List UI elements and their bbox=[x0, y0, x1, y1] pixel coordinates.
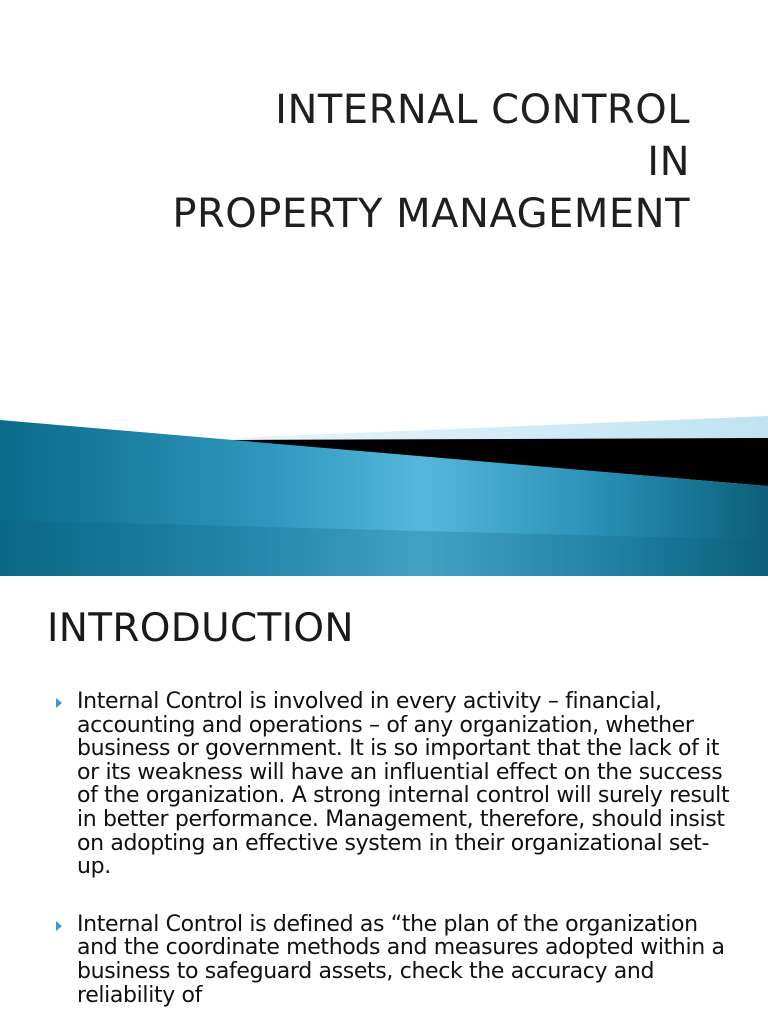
bullet-text: Internal Control is defined as “the plan of the organization and the coordinate methods and measures adopted within a business to safeguard assets, check the accuracy and reliability of bbox=[77, 911, 725, 1008]
title-line-2: IN bbox=[647, 139, 690, 185]
title-line-1: INTERNAL CONTROL bbox=[275, 87, 690, 133]
bullet-arrow-icon bbox=[56, 698, 62, 708]
intro-slide bbox=[0, 576, 768, 1024]
slide-heading: INTRODUCTION bbox=[47, 606, 354, 651]
title-line-3: PROPERTY MANAGEMENT bbox=[172, 191, 690, 237]
list-item bbox=[50, 690, 730, 879]
pale-strip bbox=[230, 416, 768, 442]
bullet-text: Internal Control is involved in every activity – financial, accounting and operations – of any organization, whether business or government. It is so important that the lack of it or its weakness will have an influential effect on the success of the organization. A strong internal control will surely result in better performance. Management, therefore, should insist on adopting an effective system in their organizational set-up. bbox=[77, 689, 730, 880]
decorative-band bbox=[0, 400, 768, 576]
bullet-arrow-icon bbox=[56, 921, 62, 931]
list-item bbox=[50, 913, 730, 1007]
slide-title bbox=[172, 84, 690, 240]
bullet-list bbox=[50, 690, 730, 1024]
